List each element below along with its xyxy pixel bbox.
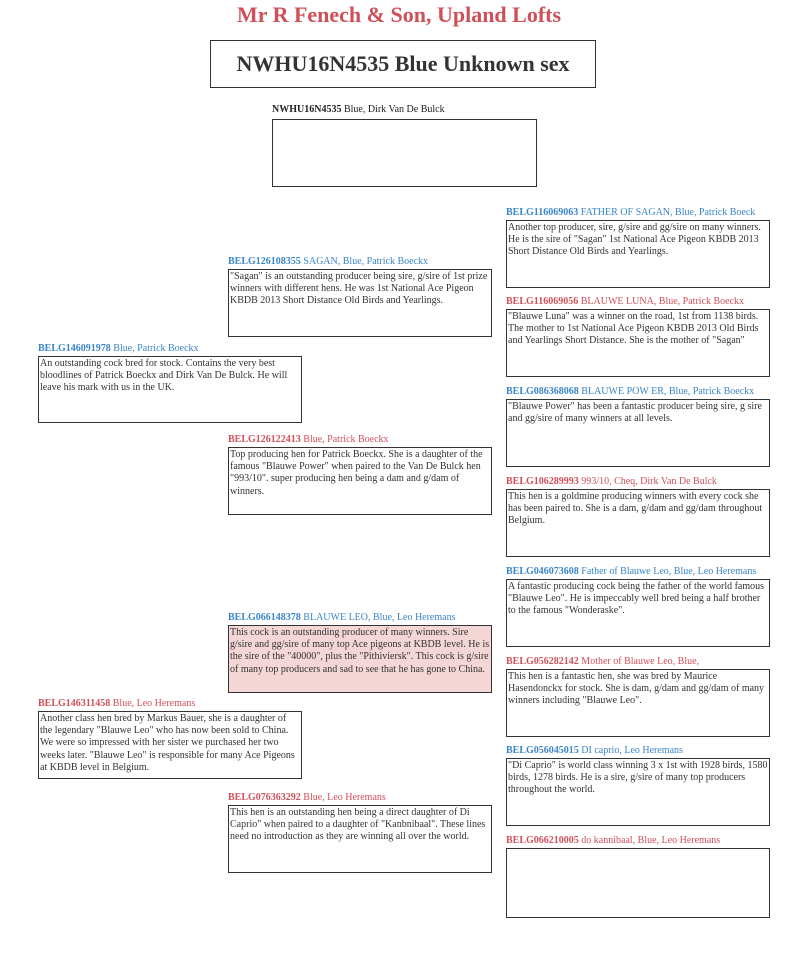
pigeon-info: BLAUWE POW ER, Blue, Patrick Boeckx	[578, 386, 755, 397]
ring-number: BELG056045015	[506, 745, 579, 756]
pedigree-card-dam-sire	[228, 612, 492, 693]
ring-number: BELG076363292	[228, 792, 301, 803]
subject-pigeon-title: NWHU16N4535 Blue Unknown sex	[210, 40, 596, 88]
pedigree-card-dss	[506, 566, 770, 647]
card-notes: This hen is a fantastic hen, she was bred by Maurice Hasendonckx for stock. She is dam, g/dam and gg/dam of many winners including "Blauwe Leo".	[506, 669, 770, 737]
pigeon-info: BLAUWE LEO, Blue, Leo Heremans	[300, 612, 456, 623]
loft-title: Mr R Fenech & Son, Upland Lofts	[236, 2, 562, 27]
card-notes: "Blauwe Power" has been a fantastic producer being sire, g sire and gg/sire of many winners at all levels.	[506, 399, 770, 467]
ring-number: BELG116069056	[506, 296, 579, 307]
ring-number: BELG066210005	[506, 835, 579, 846]
pigeon-info: Blue, Leo Heremans	[110, 698, 196, 709]
card-notes: This hen is a goldmine producing winners with every cock she has been paired to. She is a dam, g/dam and gg/dam throughout Belgium.	[506, 489, 770, 557]
pedigree-card-sire	[38, 343, 302, 423]
card-notes: An outstanding cock bred for stock. Contains the very best bloodlines of Patrick Boeckx and Dirk Van De Bulck. He will leave his mark with us in the UK.	[38, 356, 302, 423]
card-header	[506, 835, 770, 848]
card-notes: This cock is an outstanding producer of many winners. Sire g/sire and gg/sire of many top Ace pigeons at KBDB level. He is the sire of the "40000", plus the "Pithiviersk". This cock is g/sire of many top producers and sad to see that he has gone to China.	[228, 625, 492, 693]
pigeon-info: DI caprio, Leo Heremans	[578, 745, 683, 756]
card-header	[228, 612, 492, 625]
card-header	[228, 256, 492, 269]
card-notes: A fantastic producing cock being the father of the world famous "Blauwe Leo". He is impeccably well bred being a half brother to the famous "Wonderaske".	[506, 579, 770, 647]
pigeon-info: Blue, Patrick Boeckx	[300, 434, 389, 445]
ring-number: BELG106289993	[506, 476, 579, 487]
pedigree-card-sds	[506, 386, 770, 467]
pigeon-info: FATHER OF SAGAN, Blue, Patrick Boeck	[578, 207, 756, 218]
pedigree-card-ddd	[506, 835, 770, 918]
pedigree-card-dam-dam	[228, 792, 492, 873]
ring-number: BELG116069063	[506, 207, 579, 218]
pigeon-info: Blue, Dirk Van De Bulck	[341, 104, 445, 115]
pigeon-info: BLAUWE LUNA, Blue, Patrick Boeckx	[578, 296, 745, 307]
card-header	[506, 656, 770, 669]
card-notes: Another class hen bred by Markus Bauer, she is a daughter of the legendary "Blauwe Leo" who has now been sold to China. We were so impressed with her sister we purchased her two weeks later. "Blauwe Leo" is responsible for many Ace Pigeons at KBDB level in Belgium.	[38, 711, 302, 779]
pedigree-card-dam	[38, 698, 302, 779]
pigeon-info: Father of Blauwe Leo, Blue, Leo Heremans	[578, 566, 757, 577]
card-notes: "Sagan" is an outstanding producer being sire, g/sire of 1st prize winners with different hens. He was 1st National Ace Pigeon KBDB 2013 Short Distance Old Birds and Yearlings.	[228, 269, 492, 337]
pedigree-card-ssd	[506, 296, 770, 377]
ring-number: BELG146311458	[38, 698, 111, 709]
pigeon-info: Blue, Leo Heremans	[300, 792, 386, 803]
card-notes	[506, 848, 770, 918]
card-header	[506, 296, 770, 309]
ring-number: BELG146091978	[38, 343, 111, 354]
ring-number: BELG126122413	[228, 434, 301, 445]
pedigree-card-dds	[506, 745, 770, 826]
pedigree-card-subject	[272, 104, 537, 187]
pedigree-card-sire-sire	[228, 256, 492, 337]
card-notes: This hen is an outstanding hen being a direct daughter of Di Caprio" when paired to a daughter of "Kanbnibaal". These lines need no introduction as they are winning all over the world.	[228, 805, 492, 873]
ring-number: BELG086368068	[506, 386, 579, 397]
card-header	[506, 566, 770, 579]
ring-number: BELG046073608	[506, 566, 579, 577]
pedigree-card-sire-dam	[228, 434, 492, 515]
pigeon-info: 993/10, Cheq, Dirk Van De Bulck	[578, 476, 717, 487]
card-header	[228, 792, 492, 805]
pigeon-info: Blue, Patrick Boeckx	[110, 343, 199, 354]
card-header	[506, 207, 770, 220]
ring-number: BELG066148378	[228, 612, 301, 623]
card-notes	[272, 119, 537, 187]
pigeon-info: Mother of Blauwe Leo, Blue,	[578, 656, 700, 667]
card-header	[506, 745, 770, 758]
ring-number: BELG056282142	[506, 656, 579, 667]
card-header	[506, 476, 770, 489]
ring-number: BELG126108355	[228, 256, 301, 267]
card-header	[228, 434, 492, 447]
card-notes: Top producing hen for Patrick Boeckx. She is a daughter of the famous "Blauwe Power" when paired to the Van De Bulck hen "993/10". super producing hen being a dam and g/dam of winners.	[228, 447, 492, 515]
card-notes: "Di Caprio" is world class winning 3 x 1st with 1928 birds, 1580 birds, 1278 birds. He is a sire, g/sire of many top producers throughout the world.	[506, 758, 770, 826]
pedigree-card-sss	[506, 207, 770, 288]
pedigree-card-dsd	[506, 656, 770, 737]
card-header	[272, 104, 537, 117]
card-header	[506, 386, 770, 399]
card-header	[38, 343, 302, 356]
card-header	[38, 698, 302, 711]
card-notes: "Blauwe Luna" was a winner on the road, 1st from 1138 birds. The mother to 1st National Ace Pigeon KBDB 2013 Old Birds and Yearlings Short Distance. She is the mother of "Sagan"	[506, 309, 770, 377]
pigeon-info: SAGAN, Blue, Patrick Boeckx	[300, 256, 429, 267]
card-notes: Another top producer, sire, g/sire and gg/sire on many winners. He is the sire of "Sagan" 1st National Ace Pigeon KBDB 2013 Short Distance Old Birds and Yearlings.	[506, 220, 770, 288]
ring-number: NWHU16N4535	[272, 104, 342, 115]
pigeon-info: do kannibaal, Blue, Leo Heremans	[578, 835, 721, 846]
pedigree-card-sdd	[506, 476, 770, 557]
